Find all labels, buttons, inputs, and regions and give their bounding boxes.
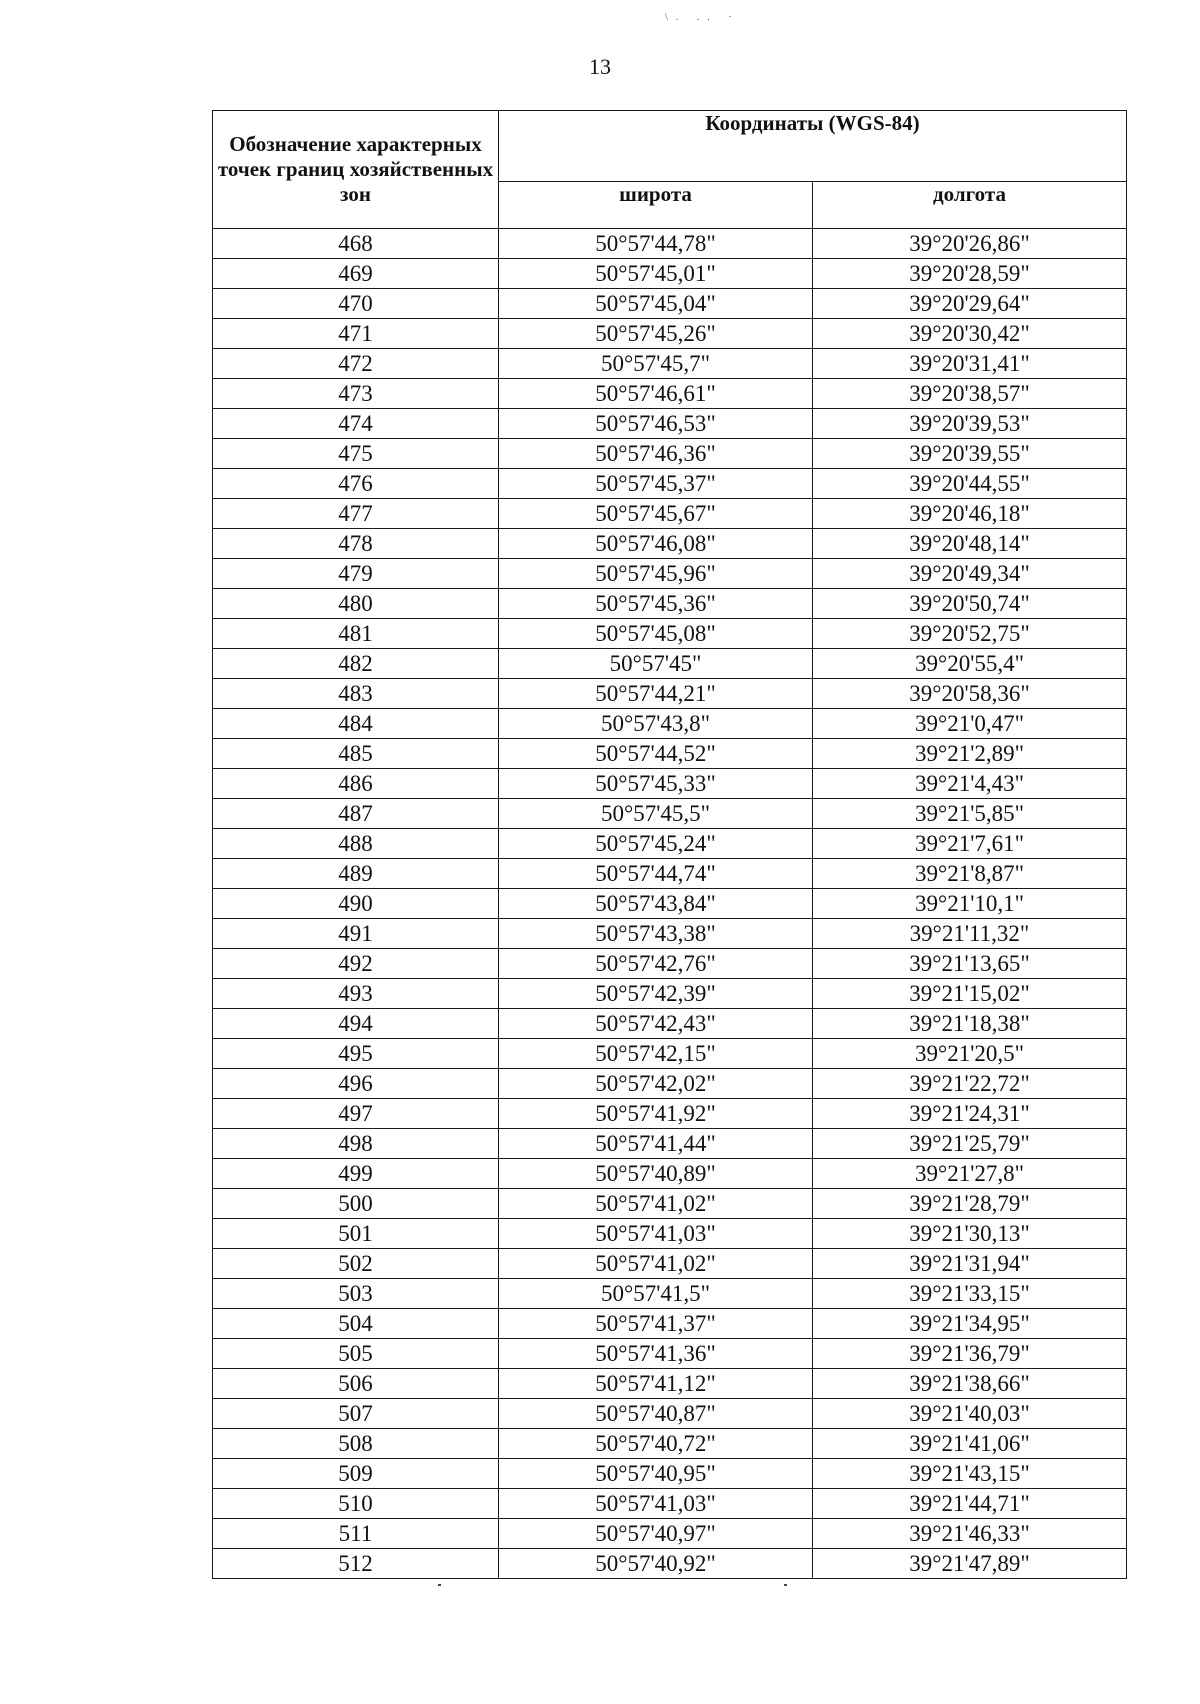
cell-point: 469 <box>213 259 499 289</box>
cell-point: 505 <box>213 1339 499 1369</box>
cell-point: 492 <box>213 949 499 979</box>
cell-longitude: 39°20'55,4" <box>813 649 1127 679</box>
cell-point: 511 <box>213 1519 499 1549</box>
table-row <box>213 1099 1127 1129</box>
cell-point: 484 <box>213 709 499 739</box>
cell-latitude: 50°57'42,76" <box>499 949 813 979</box>
cell-longitude: 39°21'11,32" <box>813 919 1127 949</box>
cell-longitude: 39°21'24,31" <box>813 1099 1127 1129</box>
cell-latitude: 50°57'43,84" <box>499 889 813 919</box>
cell-point: 510 <box>213 1489 499 1519</box>
table-row <box>213 439 1127 469</box>
cell-point: 491 <box>213 919 499 949</box>
cell-latitude: 50°57'46,61" <box>499 379 813 409</box>
cell-longitude: 39°21'47,89" <box>813 1549 1127 1579</box>
table-row <box>213 589 1127 619</box>
table-row <box>213 1369 1127 1399</box>
table-row <box>213 1489 1127 1519</box>
cell-longitude: 39°20'48,14" <box>813 529 1127 559</box>
scan-dot-mark <box>784 1584 787 1586</box>
cell-longitude: 39°21'18,38" <box>813 1009 1127 1039</box>
cell-point: 479 <box>213 559 499 589</box>
cell-point: 471 <box>213 319 499 349</box>
cell-latitude: 50°57'45,5" <box>499 799 813 829</box>
cell-point: 506 <box>213 1369 499 1399</box>
table-row <box>213 1279 1127 1309</box>
cell-point: 487 <box>213 799 499 829</box>
cell-latitude: 50°57'41,12" <box>499 1369 813 1399</box>
cell-longitude: 39°21'2,89" <box>813 739 1127 769</box>
cell-point: 512 <box>213 1549 499 1579</box>
table-row <box>213 1009 1127 1039</box>
cell-latitude: 50°57'46,36" <box>499 439 813 469</box>
cell-latitude: 50°57'40,92" <box>499 1549 813 1579</box>
table-row <box>213 799 1127 829</box>
cell-latitude: 50°57'41,37" <box>499 1309 813 1339</box>
cell-point: 472 <box>213 349 499 379</box>
cell-latitude: 50°57'45,01" <box>499 259 813 289</box>
header-coordinates: Координаты (WGS-84) <box>499 111 1127 182</box>
cell-point: 504 <box>213 1309 499 1339</box>
cell-latitude: 50°57'41,92" <box>499 1099 813 1129</box>
cell-point: 490 <box>213 889 499 919</box>
table-row <box>213 229 1127 259</box>
table-row <box>213 1069 1127 1099</box>
cell-point: 508 <box>213 1429 499 1459</box>
cell-longitude: 39°21'43,15" <box>813 1459 1127 1489</box>
cell-point: 485 <box>213 739 499 769</box>
cell-point: 493 <box>213 979 499 1009</box>
header-designation: Обозначение характерных точек границ хозяйственных зон <box>213 111 499 229</box>
table-row <box>213 1309 1127 1339</box>
cell-longitude: 39°21'22,72" <box>813 1069 1127 1099</box>
cell-point: 497 <box>213 1099 499 1129</box>
cell-longitude: 39°21'38,66" <box>813 1369 1127 1399</box>
table-row <box>213 349 1127 379</box>
cell-latitude: 50°57'42,39" <box>499 979 813 1009</box>
table-row <box>213 1339 1127 1369</box>
table-row <box>213 259 1127 289</box>
cell-latitude: 50°57'41,02" <box>499 1249 813 1279</box>
cell-point: 473 <box>213 379 499 409</box>
table-row <box>213 289 1127 319</box>
cell-latitude: 50°57'42,02" <box>499 1069 813 1099</box>
table-row <box>213 649 1127 679</box>
cell-point: 496 <box>213 1069 499 1099</box>
cell-longitude: 39°21'46,33" <box>813 1519 1127 1549</box>
table-row <box>213 859 1127 889</box>
cell-point: 498 <box>213 1129 499 1159</box>
cell-latitude: 50°57'45,24" <box>499 829 813 859</box>
cell-latitude: 50°57'40,89" <box>499 1159 813 1189</box>
cell-longitude: 39°21'41,06" <box>813 1429 1127 1459</box>
cell-point: 488 <box>213 829 499 859</box>
cell-latitude: 50°57'43,38" <box>499 919 813 949</box>
table-row <box>213 1219 1127 1249</box>
cell-latitude: 50°57'44,74" <box>499 859 813 889</box>
cell-latitude: 50°57'45,33" <box>499 769 813 799</box>
table-body <box>213 229 1127 1579</box>
cell-point: 509 <box>213 1459 499 1489</box>
scan-artifact-marks: \. .. · <box>665 12 740 23</box>
cell-latitude: 50°57'40,95" <box>499 1459 813 1489</box>
cell-longitude: 39°21'13,65" <box>813 949 1127 979</box>
cell-latitude: 50°57'45" <box>499 649 813 679</box>
table-row <box>213 619 1127 649</box>
cell-point: 495 <box>213 1039 499 1069</box>
cell-longitude: 39°21'25,79" <box>813 1129 1127 1159</box>
cell-longitude: 39°21'7,61" <box>813 829 1127 859</box>
cell-latitude: 50°57'41,02" <box>499 1189 813 1219</box>
cell-point: 474 <box>213 409 499 439</box>
cell-point: 489 <box>213 859 499 889</box>
table-row <box>213 559 1127 589</box>
cell-latitude: 50°57'41,5" <box>499 1279 813 1309</box>
cell-latitude: 50°57'40,97" <box>499 1519 813 1549</box>
table-row <box>213 1549 1127 1579</box>
cell-longitude: 39°20'28,59" <box>813 259 1127 289</box>
cell-longitude: 39°20'29,64" <box>813 289 1127 319</box>
cell-latitude: 50°57'42,43" <box>499 1009 813 1039</box>
cell-latitude: 50°57'45,37" <box>499 469 813 499</box>
cell-longitude: 39°21'20,5" <box>813 1039 1127 1069</box>
cell-latitude: 50°57'40,72" <box>499 1429 813 1459</box>
table-row <box>213 529 1127 559</box>
cell-longitude: 39°21'4,43" <box>813 769 1127 799</box>
cell-latitude: 50°57'45,36" <box>499 589 813 619</box>
coordinates-table <box>212 110 1127 1579</box>
cell-longitude: 39°21'44,71" <box>813 1489 1127 1519</box>
table-row <box>213 1159 1127 1189</box>
table-row <box>213 829 1127 859</box>
cell-longitude: 39°21'33,15" <box>813 1279 1127 1309</box>
cell-latitude: 50°57'45,96" <box>499 559 813 589</box>
cell-latitude: 50°57'45,67" <box>499 499 813 529</box>
table-row <box>213 409 1127 439</box>
cell-longitude: 39°20'30,42" <box>813 319 1127 349</box>
table-row <box>213 739 1127 769</box>
table-row <box>213 1399 1127 1429</box>
table-row <box>213 1189 1127 1219</box>
cell-longitude: 39°21'0,47" <box>813 709 1127 739</box>
page-number: 13 <box>589 54 611 79</box>
cell-longitude: 39°21'34,95" <box>813 1309 1127 1339</box>
table-row <box>213 769 1127 799</box>
cell-point: 501 <box>213 1219 499 1249</box>
cell-point: 486 <box>213 769 499 799</box>
cell-latitude: 50°57'46,53" <box>499 409 813 439</box>
cell-latitude: 50°57'45,26" <box>499 319 813 349</box>
cell-latitude: 50°57'41,36" <box>499 1339 813 1369</box>
cell-point: 481 <box>213 619 499 649</box>
cell-longitude: 39°20'44,55" <box>813 469 1127 499</box>
cell-longitude: 39°21'5,85" <box>813 799 1127 829</box>
table-row <box>213 709 1127 739</box>
table-row <box>213 1429 1127 1459</box>
table-row <box>213 679 1127 709</box>
cell-point: 503 <box>213 1279 499 1309</box>
table-row <box>213 1519 1127 1549</box>
cell-latitude: 50°57'43,8" <box>499 709 813 739</box>
table-row <box>213 889 1127 919</box>
table-row <box>213 949 1127 979</box>
cell-longitude: 39°20'49,34" <box>813 559 1127 589</box>
cell-latitude: 50°57'46,08" <box>499 529 813 559</box>
cell-point: 502 <box>213 1249 499 1279</box>
cell-longitude: 39°20'39,53" <box>813 409 1127 439</box>
cell-longitude: 39°20'46,18" <box>813 499 1127 529</box>
cell-latitude: 50°57'44,78" <box>499 229 813 259</box>
table-row <box>213 319 1127 349</box>
table-row <box>213 499 1127 529</box>
cell-latitude: 50°57'41,03" <box>499 1219 813 1249</box>
cell-longitude: 39°20'39,55" <box>813 439 1127 469</box>
table-row <box>213 469 1127 499</box>
table-row <box>213 919 1127 949</box>
cell-longitude: 39°20'50,74" <box>813 589 1127 619</box>
cell-latitude: 50°57'42,15" <box>499 1039 813 1069</box>
cell-point: 477 <box>213 499 499 529</box>
cell-longitude: 39°20'31,41" <box>813 349 1127 379</box>
table-row <box>213 1129 1127 1159</box>
cell-longitude: 39°21'28,79" <box>813 1189 1127 1219</box>
table-row <box>213 1249 1127 1279</box>
header-longitude: долгота <box>813 182 1127 229</box>
cell-latitude: 50°57'41,44" <box>499 1129 813 1159</box>
table-row <box>213 1459 1127 1489</box>
cell-longitude: 39°21'30,13" <box>813 1219 1127 1249</box>
cell-latitude: 50°57'40,87" <box>499 1399 813 1429</box>
cell-longitude: 39°21'8,87" <box>813 859 1127 889</box>
cell-point: 476 <box>213 469 499 499</box>
cell-point: 478 <box>213 529 499 559</box>
table-row <box>213 1039 1127 1069</box>
cell-longitude: 39°20'58,36" <box>813 679 1127 709</box>
table-header <box>213 111 1127 229</box>
cell-longitude: 39°21'31,94" <box>813 1249 1127 1279</box>
table-row <box>213 379 1127 409</box>
cell-point: 475 <box>213 439 499 469</box>
cell-latitude: 50°57'45,7" <box>499 349 813 379</box>
cell-point: 470 <box>213 289 499 319</box>
cell-longitude: 39°21'27,8" <box>813 1159 1127 1189</box>
cell-longitude: 39°21'10,1" <box>813 889 1127 919</box>
cell-point: 499 <box>213 1159 499 1189</box>
cell-latitude: 50°57'45,04" <box>499 289 813 319</box>
cell-point: 507 <box>213 1399 499 1429</box>
header-row-top <box>213 111 1127 182</box>
cell-latitude: 50°57'44,21" <box>499 679 813 709</box>
cell-point: 500 <box>213 1189 499 1219</box>
cell-latitude: 50°57'44,52" <box>499 739 813 769</box>
cell-longitude: 39°21'40,03" <box>813 1399 1127 1429</box>
cell-point: 483 <box>213 679 499 709</box>
cell-point: 482 <box>213 649 499 679</box>
table-row <box>213 979 1127 1009</box>
cell-point: 480 <box>213 589 499 619</box>
cell-longitude: 39°21'36,79" <box>813 1339 1127 1369</box>
header-latitude: широта <box>499 182 813 229</box>
cell-point: 494 <box>213 1009 499 1039</box>
cell-latitude: 50°57'41,03" <box>499 1489 813 1519</box>
cell-latitude: 50°57'45,08" <box>499 619 813 649</box>
cell-longitude: 39°20'38,57" <box>813 379 1127 409</box>
cell-longitude: 39°20'52,75" <box>813 619 1127 649</box>
cell-longitude: 39°21'15,02" <box>813 979 1127 1009</box>
scan-dot-mark <box>438 1584 441 1586</box>
cell-point: 468 <box>213 229 499 259</box>
cell-longitude: 39°20'26,86" <box>813 229 1127 259</box>
